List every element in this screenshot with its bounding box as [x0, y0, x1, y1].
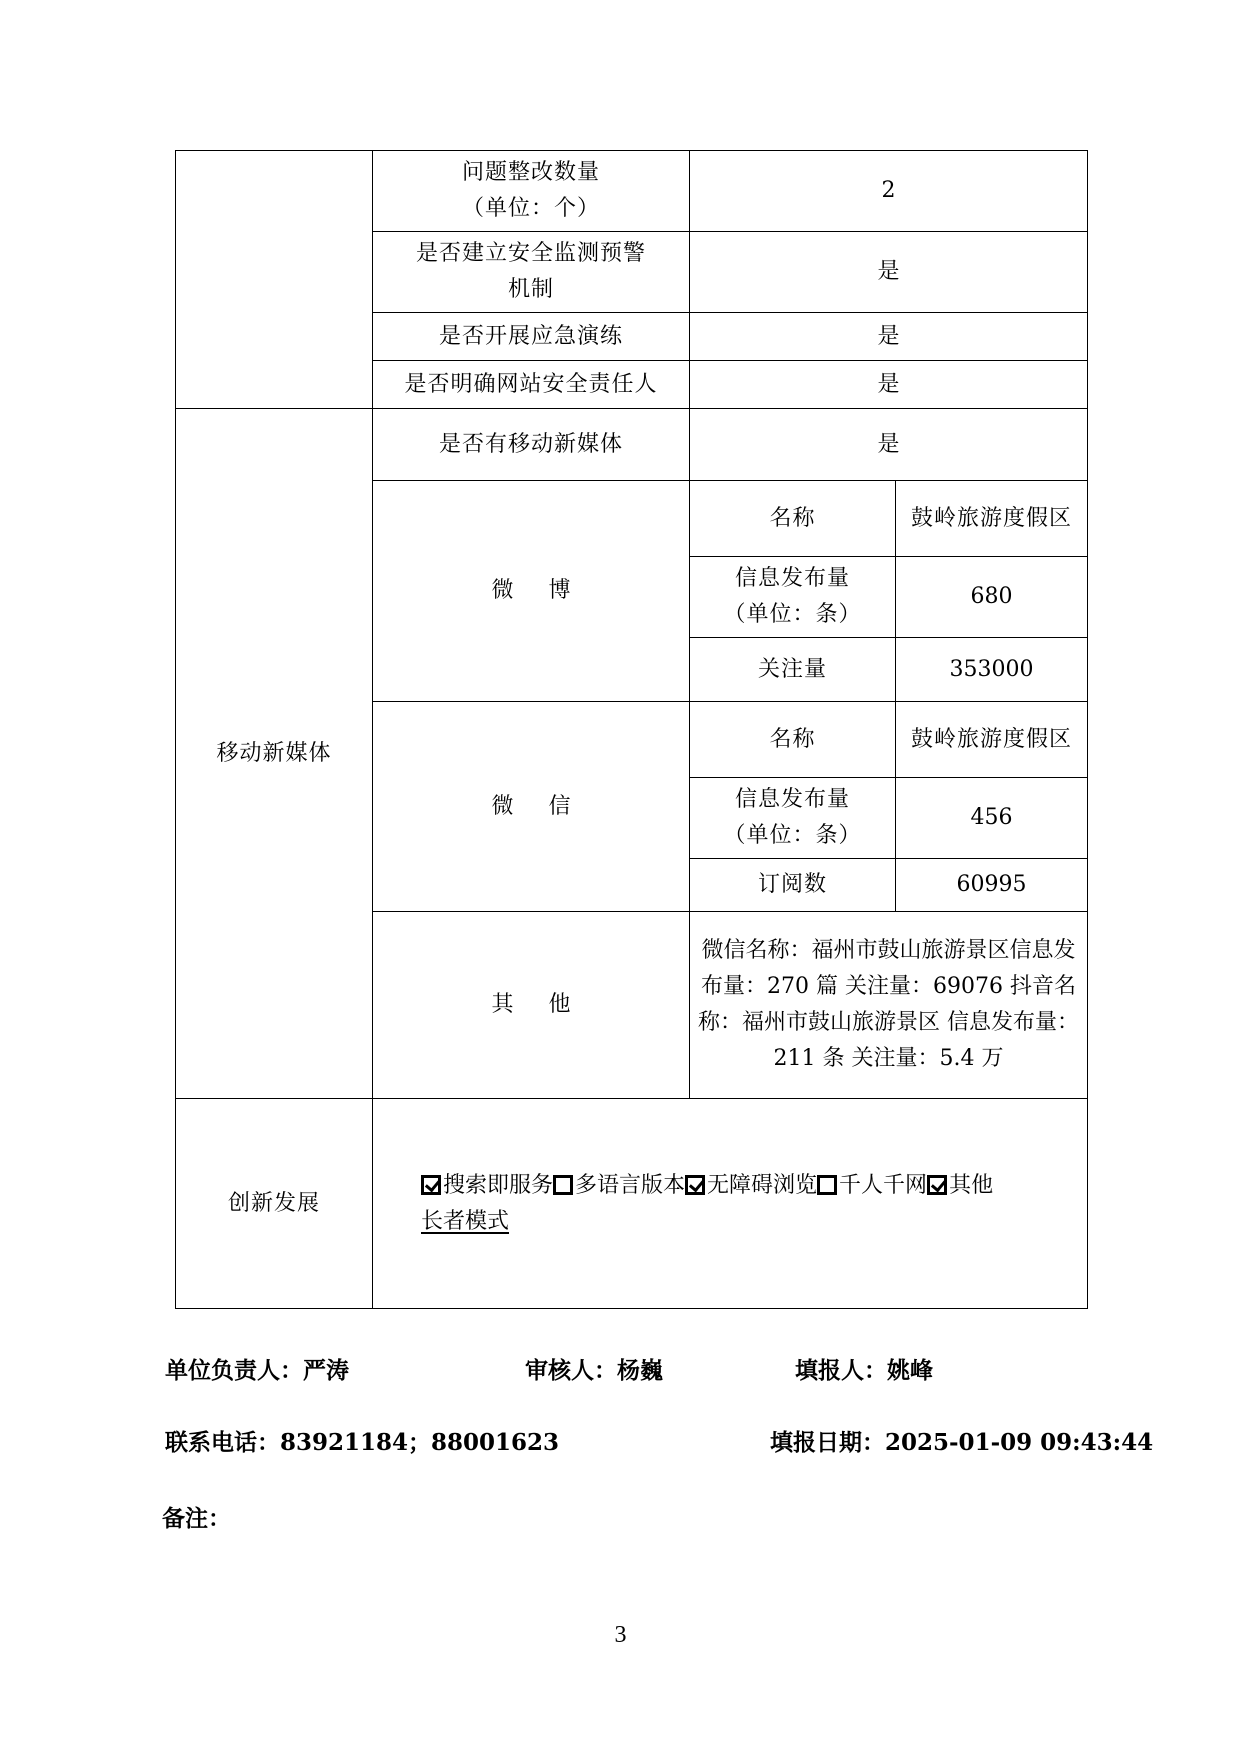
other-media-text: 微信名称：福州市鼓山旅游景区信息发布量：270 篇 关注量：69076 抖音名称：福州市鼓山旅游景区 信息发布量：211 条 关注量：5.4 万: [690, 912, 1088, 1099]
weibo-label: 微 博: [373, 481, 690, 702]
other-innovation-text: 长者模式: [421, 1208, 510, 1234]
filler: 填报人：姚峰: [795, 1357, 933, 1384]
checked-checkbox-icon[interactable]: [927, 1175, 947, 1195]
rectify-value: 2: [690, 151, 1088, 232]
weibo-posts-label: 信息发布量 （单位：条）: [690, 557, 896, 638]
report-table: [175, 150, 1088, 1309]
has-media-value: 是: [690, 409, 1088, 481]
innovation-option-label: 无障碍浏览: [707, 1172, 818, 1198]
innovation-option-label: 其他: [949, 1172, 994, 1198]
remark: 备注：: [162, 1505, 231, 1532]
has-media-row: [176, 409, 1088, 481]
rectify-row: [176, 151, 1088, 232]
innovation-option[interactable]: [927, 1173, 993, 1198]
wechat-posts-value: 456: [896, 778, 1088, 859]
page-number: 3: [614, 1622, 627, 1648]
checked-checkbox-icon[interactable]: [421, 1175, 441, 1195]
wechat-subs-value: 60995: [896, 859, 1088, 912]
weibo-posts-value: 680: [896, 557, 1088, 638]
rectify-label: 问题整改数量 （单位：个）: [373, 151, 690, 232]
innovation-row: [176, 1099, 1088, 1309]
security-section-cell: [176, 151, 373, 409]
unchecked-checkbox-icon[interactable]: [553, 1175, 573, 1195]
unchecked-checkbox-icon[interactable]: [817, 1175, 837, 1195]
innovation-section-label: 创新发展: [176, 1099, 373, 1309]
checked-checkbox-icon[interactable]: [685, 1175, 705, 1195]
fill-date: 填报日期：2025-01-09 09:43:44: [770, 1429, 1154, 1456]
wechat-posts-label: 信息发布量 （单位：条）: [690, 778, 896, 859]
monitor-value: 是: [690, 232, 1088, 313]
responsible-label: 是否明确网站安全责任人: [373, 361, 690, 409]
unit-head: 单位负责人：严涛: [165, 1357, 349, 1384]
weibo-name-value: 鼓岭旅游度假区: [896, 481, 1088, 557]
weibo-name-label: 名称: [690, 481, 896, 557]
wechat-label: 微 信: [373, 702, 690, 912]
other-media-label: 其 他: [373, 912, 690, 1099]
wechat-name-value: 鼓岭旅游度假区: [896, 702, 1088, 778]
weibo-followers-value: 353000: [896, 638, 1088, 702]
wechat-subs-label: 订阅数: [690, 859, 896, 912]
innovation-option[interactable]: [553, 1173, 685, 1198]
innovation-option-label: 多语言版本: [575, 1172, 686, 1198]
drill-label: 是否开展应急演练: [373, 313, 690, 361]
innovation-option-label: 搜索即服务: [443, 1172, 554, 1198]
weibo-followers-label: 关注量: [690, 638, 896, 702]
has-media-label: 是否有移动新媒体: [373, 409, 690, 481]
contact-phone: 联系电话：83921184；88001623: [165, 1429, 560, 1456]
media-section-label: 移动新媒体: [176, 409, 373, 1099]
drill-value: 是: [690, 313, 1088, 361]
wechat-name-label: 名称: [690, 702, 896, 778]
reviewer: 审核人：杨巍: [525, 1357, 663, 1384]
responsible-value: 是: [690, 361, 1088, 409]
innovation-option[interactable]: [817, 1173, 927, 1198]
innovation-option-label: 千人千网: [839, 1172, 928, 1198]
innovation-option[interactable]: [421, 1173, 553, 1198]
innovation-option[interactable]: [685, 1173, 817, 1198]
innovation-options: [373, 1099, 1088, 1309]
monitor-label: 是否建立安全监测预警 机制: [373, 232, 690, 313]
